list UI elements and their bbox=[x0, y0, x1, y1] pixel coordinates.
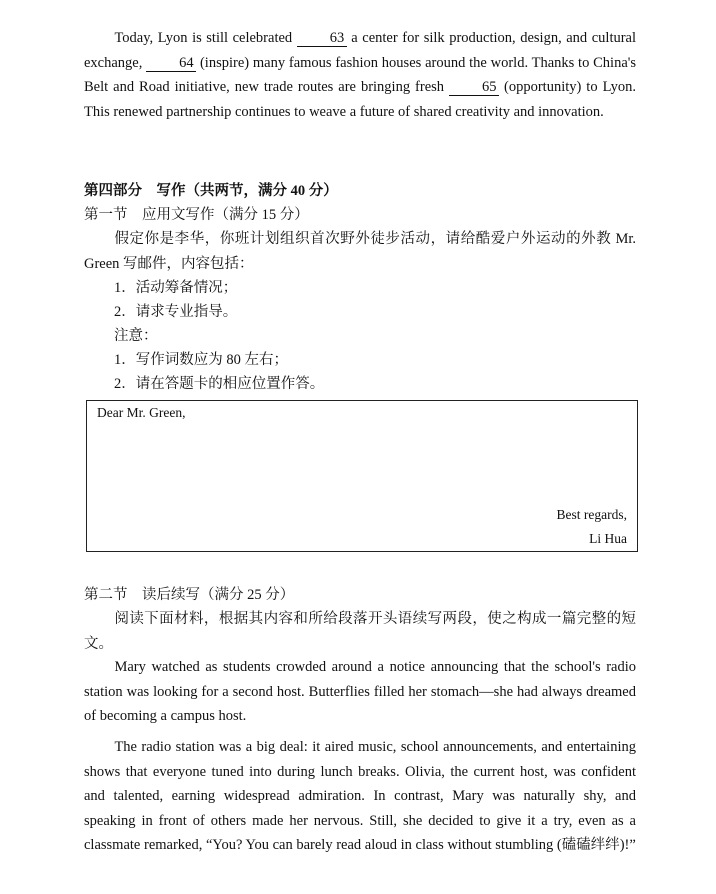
blank-65[interactable]: 65 bbox=[449, 79, 499, 96]
writing-prompt: 假定你是李华，你班计划组织首次野外徒步活动，请给酷爱户外运动的外教 Mr. Green 写邮件，内容包括： bbox=[84, 231, 636, 272]
letter-closing: Best regards, bbox=[556, 507, 627, 522]
letter-signature: Li Hua bbox=[589, 531, 627, 546]
blank-63[interactable]: 63 bbox=[297, 30, 347, 47]
section1-title: 第一节 应用文写作（满分 15 分） bbox=[84, 207, 309, 223]
story-paragraph-1: Mary watched as students crowded around a notice announcing that the school's radio station was looking for a second host. Butterflies filled her stomach—she had always dreamed of becoming a campus host. bbox=[84, 659, 636, 724]
letter-salutation: Dear Mr. Green, bbox=[97, 405, 186, 420]
cloze-text-b: a center for silk production, design, and cultural exchange, bbox=[84, 30, 637, 71]
section2-title: 第二节 读后续写（满分 25 分） bbox=[84, 587, 295, 603]
prompt-item-2: 2．请求专业指导。 bbox=[114, 304, 238, 320]
cloze-paragraph bbox=[84, 26, 636, 124]
cloze-text-a: Today, Lyon is still celebrated bbox=[114, 30, 293, 46]
blank-64[interactable]: 64 bbox=[146, 55, 196, 72]
prompt-item-1: 1．活动筹备情况； bbox=[114, 280, 238, 296]
cloze-text-c: (inspire) many famous fashion houses around the world. Thanks to China's Belt and Road initiative, new trade routes are bringing fresh bbox=[84, 54, 637, 95]
cloze-text-d: (opportunity) to Lyon. This renewed partnership continues to weave a future of shared creativity and innovation. bbox=[84, 79, 636, 120]
continuation-prompt: 阅读下面材料，根据其内容和所给段落开头语续写两段，使之构成一篇完整的短文。 bbox=[84, 611, 636, 652]
note-1: 1．写作词数应为 80 左右； bbox=[114, 352, 288, 368]
story-paragraph-2: The radio station was a big deal: it aired music, school announcements, and entertaining shows that everyone tuned into during lunch breaks. Olivia, the current host, was confident and talented, earning widespread admiration. In contrast, Mary was naturally shy, and speaking in front of others made her nervous. Still, she decided to give it a try, even as a classmate remarked, “You? You can barely read aloud in class without stumbling (磕磕绊绊)!” bbox=[84, 739, 636, 853]
part4-title: 第四部分 写作（共两节，满分 40 分） bbox=[84, 183, 338, 199]
note-label: 注意： bbox=[114, 328, 158, 344]
note-2: 2．请在答题卡的相应位置作答。 bbox=[114, 376, 325, 392]
letter-answer-box[interactable] bbox=[86, 400, 638, 552]
